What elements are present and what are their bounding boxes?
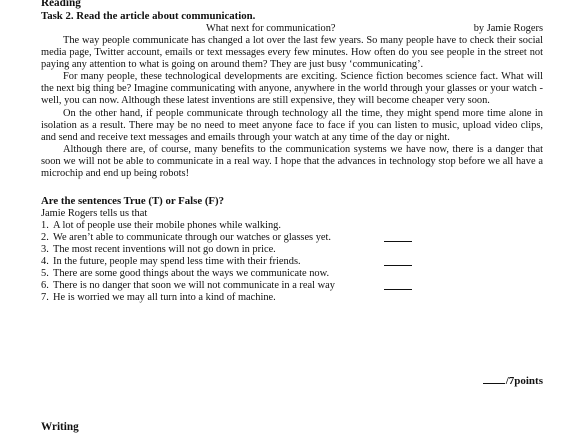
answer-blank[interactable] (384, 289, 412, 290)
statement-number: 4. (41, 256, 49, 267)
score-blank[interactable] (483, 383, 505, 384)
article-paragraph: The way people communicate has changed a lot over the last few years. So many people have to check their social media page, Twitter account, emails or text messages every few minutes. How often do you see people in the street not paying any attention to what is going on around them? They are just busy ‘communicating’. (41, 35, 543, 71)
worksheet-page (41, 0, 543, 387)
statement-text: He is worried we may all turn into a kind of machine. (53, 292, 276, 304)
article-paragraph: Although there are, of course, many benefits to the communication systems we have now, there is a danger that soon we will not be able to communicate in a real way. I hope that the advances in technology stop before we all have a microchip and end up being robots! (41, 143, 543, 180)
statement-item (41, 292, 543, 304)
article-paragraph: On the other hand, if people communicate through technology all the time, they might spend more time alone in isolation as a result. There may be no need to meet anyone face to face if you can listen to music, upload video clips, and send and receive text messages and emails through your watch at any time of the day or night. (41, 107, 543, 143)
statement-item (41, 232, 543, 244)
next-section-heading: Writing (41, 421, 79, 433)
statement-item (41, 280, 543, 292)
exercise-intro: Jamie Rogers tells us that (41, 207, 148, 219)
statement-item (41, 220, 543, 232)
statement-list (41, 220, 543, 305)
article-title: What next for communication? (206, 22, 336, 34)
statement-number: 3. (41, 243, 49, 255)
answer-blank[interactable] (384, 265, 412, 266)
statement-text: There are some good things about the ways we communicate now. (53, 268, 330, 280)
section-heading: Reading (41, 0, 81, 9)
statement-text: A lot of people use their mobile phones while walking. (53, 219, 281, 231)
statement-item (41, 244, 543, 256)
article-byline: by Jamie Rogers (473, 22, 543, 34)
answer-blank[interactable] (384, 241, 412, 242)
statement-number: 7. (41, 292, 49, 304)
statement-number: 2. (41, 231, 49, 243)
exercise-heading: Are the sentences True (T) or False (F)? (41, 195, 225, 208)
statement-number: 1. (41, 219, 49, 231)
score-field (483, 375, 543, 387)
statement-number: 6. (41, 280, 49, 292)
article-header (41, 23, 543, 36)
statement-text: We aren’t able to communicate through our watches or glasses yet. (53, 231, 331, 243)
statement-item (41, 256, 543, 268)
statement-item (41, 268, 543, 280)
article-paragraph: For many people, these technological developments are exciting. Science fiction becomes science fact. What will the next big thing be? Imagine communicating with anyone, anywhere in the world through your glasses or your watch - well, you can now. Although these latest inventions are still expensive, they will become cheaper very soon. (41, 71, 543, 107)
score-total: /7points (505, 375, 543, 387)
statement-number: 5. (41, 268, 49, 280)
statement-text: The most recent inventions will not go down in price. (53, 243, 276, 255)
statement-text: There is no danger that soon we will not communicate in a real way (53, 280, 335, 292)
task-heading: Task 2. Read the article about communication. (41, 10, 256, 22)
statement-text: In the future, people may spend less time with their friends. (53, 256, 301, 267)
